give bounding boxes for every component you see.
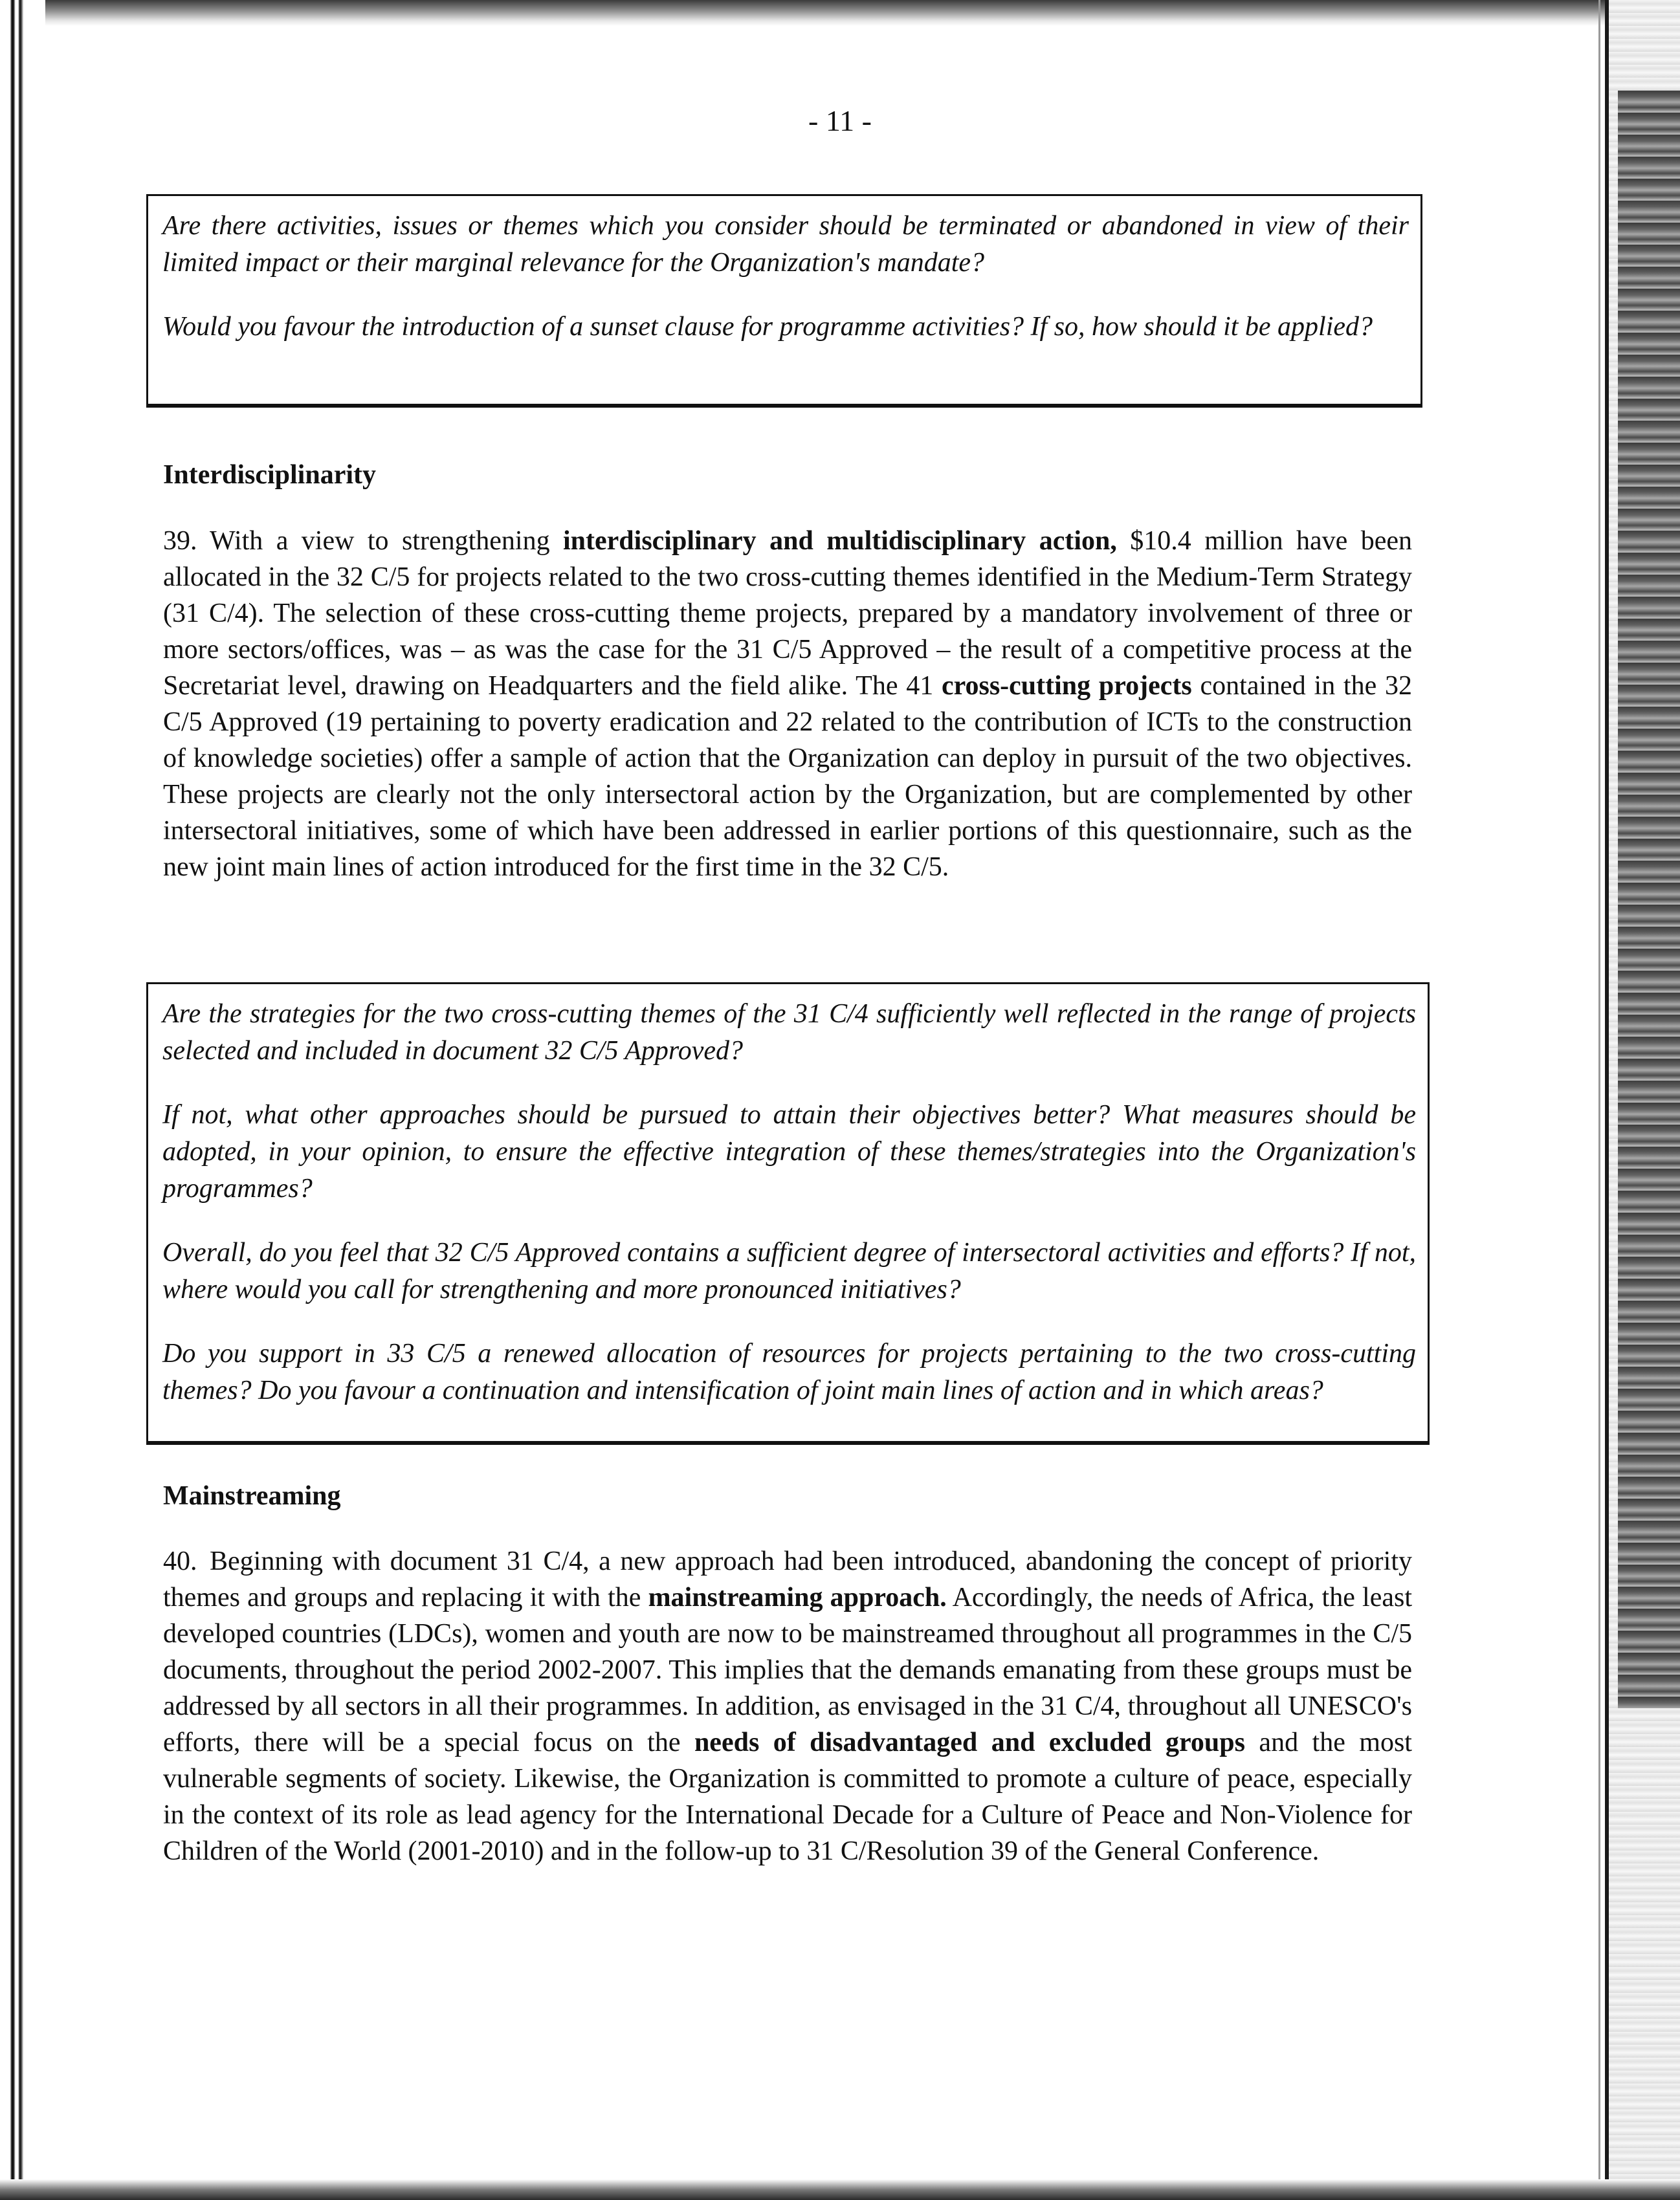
paragraph-emphasis: interdisciplinary and multidisciplinary action, (563, 526, 1117, 556)
paragraph-emphasis: mainstreaming approach. (648, 1583, 947, 1612)
page-number: - 11 - (808, 104, 872, 137)
paragraph-number: 40. (163, 1546, 197, 1576)
question-renewed-allocation: Do you support in 33 C/5 a renewed allocation of resources for projects pertaining to the two cross-cutting themes? Do you favour a continuation and intensification of joint main lines of action and in which areas? (162, 1339, 1416, 1405)
question-other-approaches: If not, what other approaches should be pursued to attain their objectives better? What measures should be adopted, in your opinion, to ensure the effective integration of these themes/strategies into the Organization's programmes? (162, 1100, 1416, 1204)
paragraph-text: contained in the 32 C/5 Approved (19 pertaining to poverty eradication and 22 related to the contribution of ICTs to the construction of knowledge societies) offer a sample of action that the Organization can deploy in pursuit of the two objectives. These projects are clearly not the only intersectoral action by the Organization, but are complemented by other intersectoral initiatives, some of which have been addressed in earlier portions of this questionnaire, such as the new joint main lines of action introduced for the first time in the 32 C/5. (163, 671, 1412, 882)
question-intersectoral-degree: Overall, do you feel that 32 C/5 Approved contains a sufficient degree of intersectoral activities and efforts? If not, where would you call for strengthening and more pronounced initiatives? (162, 1238, 1416, 1304)
paragraph-emphasis: needs of disadvantaged and excluded groups (694, 1728, 1245, 1757)
question-strategies-reflected: Are the strategies for the two cross-cutting themes of the 31 C/4 sufficiently well reflected in the range of projects selected and included in document 32 C/5 Approved? (162, 999, 1416, 1066)
scan-edge-top (0, 0, 1680, 26)
paragraph-text: Accordingly, the needs of Africa, the least developed countries (LDCs), women and youth are now to be mainstreamed throughout all programmes in the C/5 documents, throughout the period 2002-2007. This implies that the demands emanating from these groups must be addressed by all sectors in all their programmes. In addition, as envisaged in the 31 C/4, throughout all UNESCO's efforts, there will be a special focus on the (163, 1583, 1412, 1757)
paragraph-text: With a view to strengthening (210, 526, 563, 556)
paragraph-text: $10.4 million have been allocated in the 32 C/5 for projects related to the two cross-cutting themes identified in the Medium-Term Strategy (31 C/4). The selection of these cross-cutting theme projects, prepared by a mandatory involvement of three or more sectors/offices, was – as was the case for the 31 C/5 Approved – the result of a competitive process at the Secretariat level, drawing on Headquarters and the field alike. The 41 (163, 526, 1412, 701)
heading-mainstreaming: Mainstreaming (163, 1481, 341, 1511)
paragraph-emphasis: cross-cutting projects (941, 671, 1192, 701)
scan-edge-right-dark (1618, 91, 1680, 1708)
scan-edge-right-inner (1598, 0, 1600, 2200)
paragraph-39 (163, 523, 1412, 885)
paragraph-number: 39. (163, 526, 197, 556)
paragraph-40 (163, 1543, 1412, 1869)
question-sunset-clause: Would you favour the introduction of a sunset clause for programme activities? If so, how should it be applied? (162, 312, 1373, 342)
scan-edge-left (0, 0, 45, 2200)
question-box-sunset (146, 194, 1422, 408)
scan-edge-bottom (0, 2179, 1680, 2200)
heading-interdisciplinarity: Interdisciplinarity (163, 460, 377, 490)
question-box-cross-cutting (146, 982, 1430, 1445)
paragraph-text: Beginning with document 31 C/4, a new approach had been introduced, abandoning the concept of priority themes and groups and replacing it with the (163, 1546, 1412, 1612)
question-terminate-activities: Are there activities, issues or themes which you consider should be terminated or abandoned in view of their limited impact or their marginal relevance for the Organization's mandate? (162, 211, 1409, 278)
paragraph-text: and the most vulnerable segments of society. Likewise, the Organization is committed to promote a culture of peace, especially in the context of its role as lead agency for the International Decade for a Culture of Peace and Non-Violence for Children of the World (2001-2010) and in the follow-up to 31 C/Resolution 39 of the General Conference. (163, 1728, 1412, 1866)
